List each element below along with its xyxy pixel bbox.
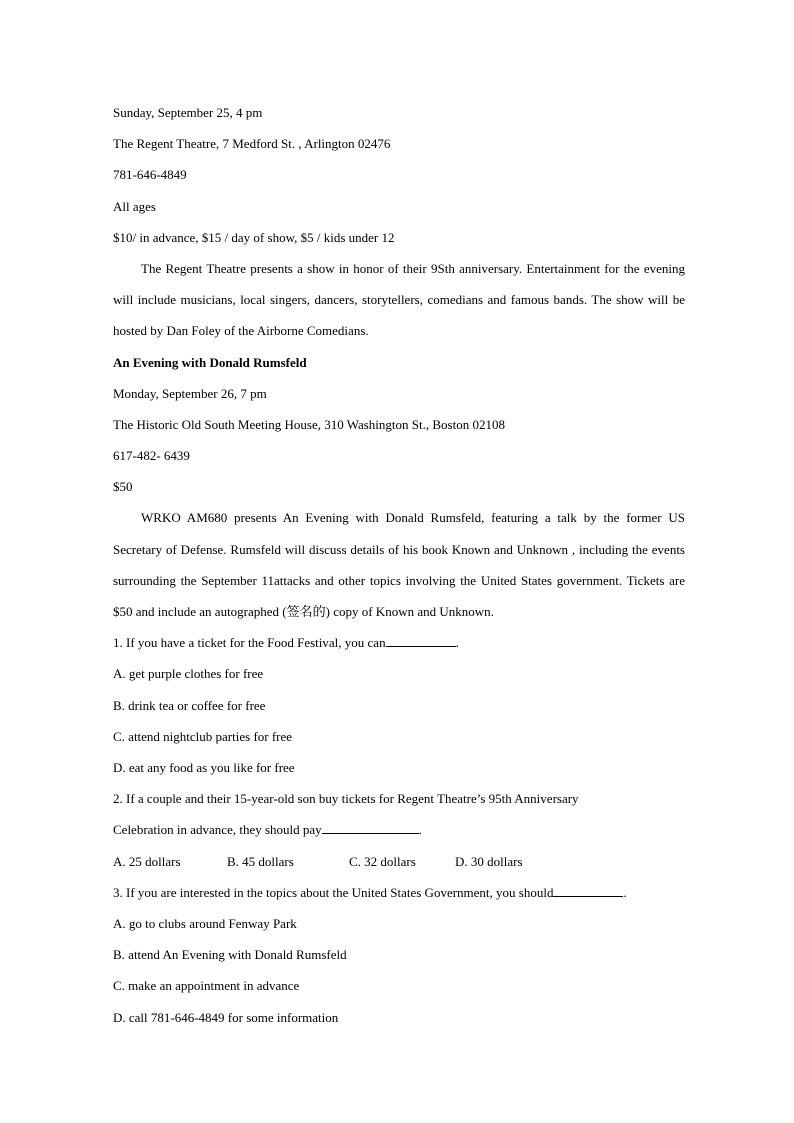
answer-option: B. drink tea or coffee for free xyxy=(113,697,266,713)
event-date: Sunday, September 25, 4 pm xyxy=(113,105,263,120)
question-end: . xyxy=(623,884,627,900)
answer-option: B. 45 dollars xyxy=(227,853,294,869)
question-stem-continued xyxy=(113,814,685,845)
event-price: $10/ in advance, $15 / day of show, $5 / kids under 12 xyxy=(113,229,395,245)
answer-option: A. 25 dollars xyxy=(113,853,181,869)
event-phone: 617-482- 6439 xyxy=(113,448,190,464)
answer-blank xyxy=(553,882,623,897)
event-date: Monday, September 26, 7 pm xyxy=(113,385,267,401)
answer-blank xyxy=(386,632,456,647)
answer-option: A. get purple clothes for free xyxy=(113,666,264,682)
event-venue: The Regent Theatre, 7 Medford St. , Arlington 02476 xyxy=(113,136,391,152)
event-description: WRKO AM680 presents An Evening with Donald Rumsfeld, featuring a talk by the former US Secretary of Defense. Rumsfeld will discuss details of his book Known and Unknown , including the events surrounding the September 11attacks and other topics involving the United States government. Tickets are $50 and include an autographed (签名的) copy of Known and Unknown. xyxy=(113,510,685,620)
answer-option: A. go to clubs around Fenway Park xyxy=(113,915,297,931)
answer-option: C. 32 dollars xyxy=(349,853,416,869)
event-title: An Evening with Donald Rumsfeld xyxy=(113,354,307,370)
question-text: 1. If you have a ticket for the Food Festival, you can xyxy=(113,635,386,651)
question-end: . xyxy=(455,635,459,651)
event-ages: All ages xyxy=(113,198,156,214)
answer-option: C. make an appointment in advance xyxy=(113,978,300,994)
answer-blank xyxy=(322,819,419,834)
question-stem: 2. If a couple and their 15-year-old son buy tickets for Regent Theatre’s 95th Anniversary xyxy=(113,791,579,807)
event-venue: The Historic Old South Meeting House, 310 Washington St., Boston 02108 xyxy=(113,416,505,432)
answer-option: D. 30 dollars xyxy=(455,853,523,869)
answer-option: D. eat any food as you like for free xyxy=(113,760,295,776)
question-stem xyxy=(113,627,685,658)
answer-option: B. attend An Evening with Donald Rumsfeld xyxy=(113,947,347,963)
question-stem xyxy=(113,877,685,908)
question-end: . xyxy=(418,822,422,838)
question-text: Celebration in advance, they should pay xyxy=(113,822,322,838)
event-phone: 781-646-4849 xyxy=(113,167,187,183)
answer-option: D. call 781-646-4849 for some information xyxy=(113,1009,339,1025)
answer-options-row xyxy=(113,846,685,877)
question-text: 3. If you are interested in the topics about the United States Government, you should xyxy=(113,884,554,900)
answer-option: C. attend nightclub parties for free xyxy=(113,728,293,744)
document-page xyxy=(113,97,685,1033)
event-description: The Regent Theatre presents a show in honor of their 9Sth anniversary. Entertainment for the evening will include musicians, local singers, dancers, storytellers, comedians and famous bands. The show will be hosted by Dan Foley of the Airborne Comedians. xyxy=(113,260,685,339)
event-price: $50 xyxy=(113,479,133,495)
